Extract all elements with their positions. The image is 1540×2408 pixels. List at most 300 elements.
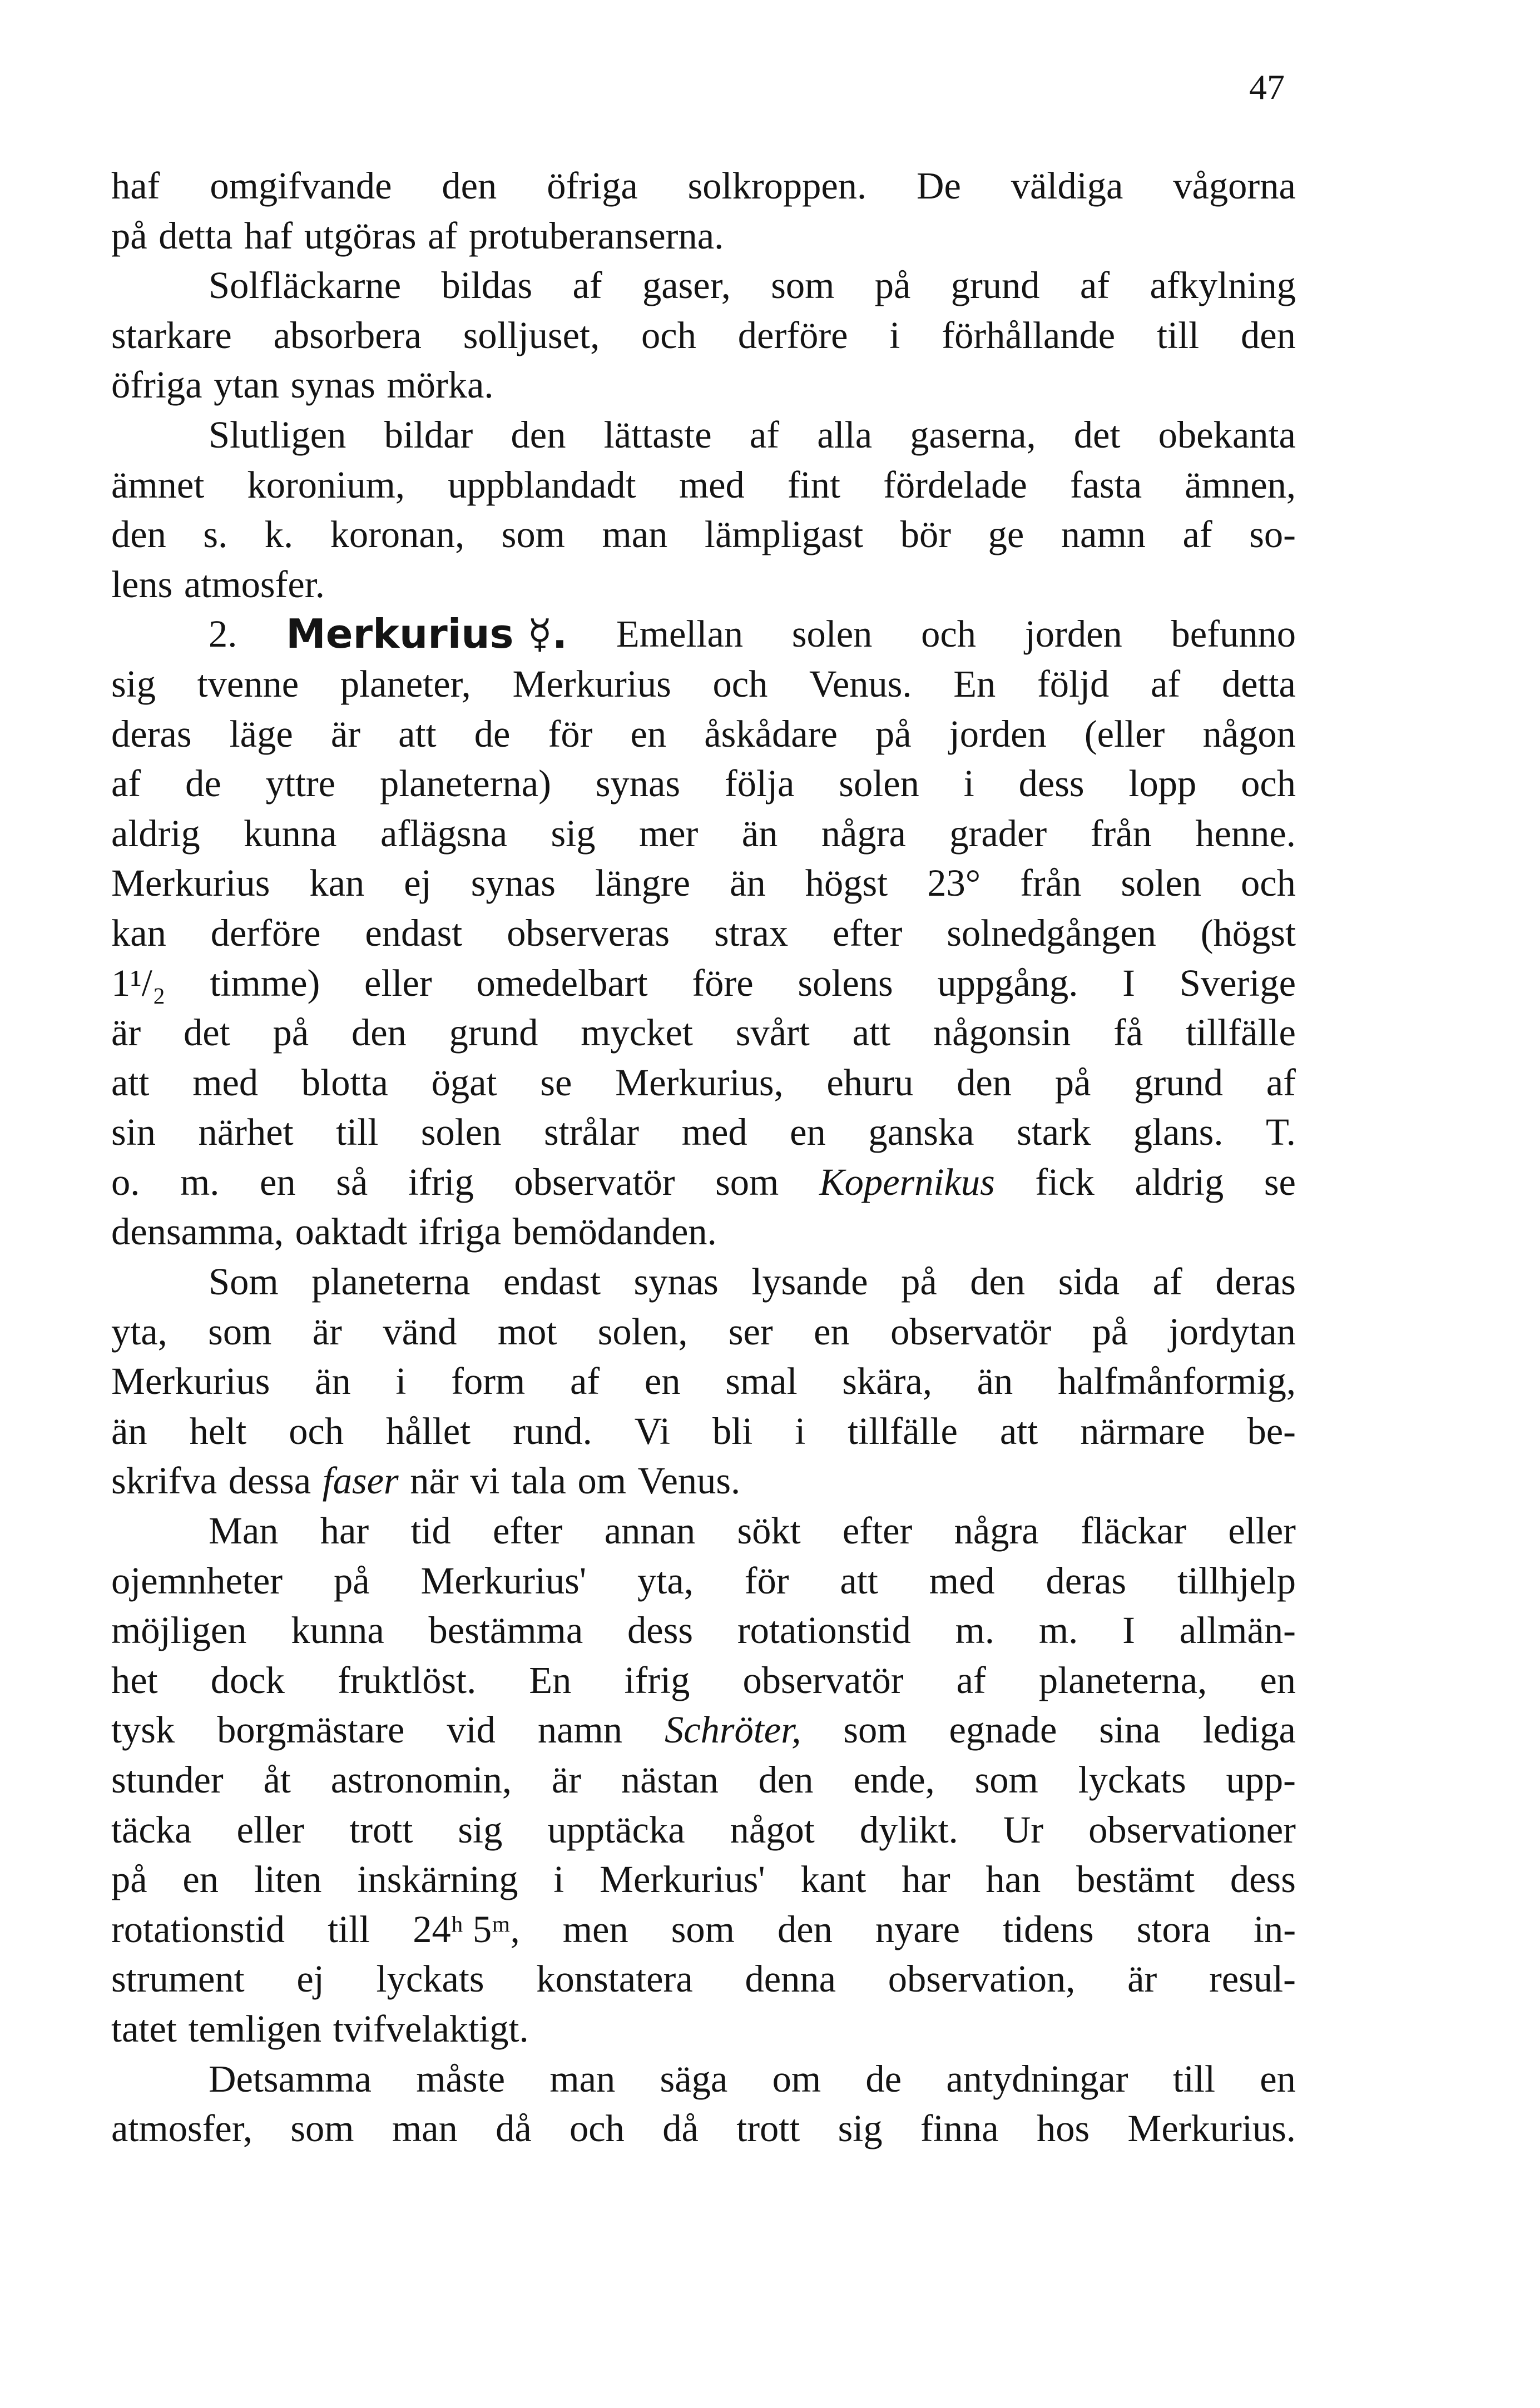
text-line <box>111 1606 1296 1656</box>
word: De <box>917 165 961 207</box>
word: att <box>398 712 437 755</box>
word: ifrig <box>408 1160 474 1203</box>
word: atmosfer. <box>184 563 325 605</box>
word: i <box>553 1858 564 1901</box>
word: deras <box>111 712 192 755</box>
word: sin <box>111 1111 156 1154</box>
word: till <box>1172 2057 1215 2100</box>
text-line <box>111 659 1296 709</box>
word: observatör <box>890 1310 1052 1353</box>
word: protuberanserna. <box>468 214 724 257</box>
word: m. <box>180 1160 220 1203</box>
word: dess <box>627 1609 694 1652</box>
word: planeterna, <box>1038 1659 1207 1701</box>
word: något <box>730 1808 815 1851</box>
word: som <box>771 264 835 307</box>
word: obekanta <box>1158 413 1296 456</box>
word: lämpligast <box>704 513 864 556</box>
word: ge <box>988 513 1024 556</box>
word: aldrig <box>111 812 200 855</box>
word: vänd <box>383 1310 457 1353</box>
word: en <box>182 1858 219 1901</box>
word: upptäcka <box>547 1808 685 1851</box>
word: allmän- <box>1179 1609 1296 1652</box>
word: s. <box>203 513 228 556</box>
word: Emellan <box>616 613 744 656</box>
word: som <box>501 513 565 556</box>
word: några <box>954 1510 1039 1552</box>
word: Merkurius' <box>420 1559 587 1602</box>
word: glans. <box>1133 1111 1224 1154</box>
word: I <box>1122 961 1135 1004</box>
word: af <box>1266 1061 1296 1104</box>
word: koronan, <box>330 513 465 556</box>
word: solljuset, <box>463 314 600 356</box>
word: längre <box>595 862 691 905</box>
word: grader <box>949 812 1047 855</box>
word: få <box>1113 1011 1143 1054</box>
word: säga <box>660 2057 728 2100</box>
word: yttre <box>265 762 336 805</box>
word: ämnen, <box>1185 463 1296 506</box>
word: mer <box>638 812 699 855</box>
word: halfmånformig, <box>1057 1360 1296 1403</box>
word: kunna <box>244 812 337 855</box>
word: af <box>570 1360 600 1403</box>
text-line <box>111 959 1296 1009</box>
word: af <box>1080 264 1110 307</box>
word: lyckats <box>376 1958 484 2000</box>
word: nästan <box>621 1759 719 1801</box>
text-line <box>111 1556 1296 1606</box>
word: mörka. <box>387 364 494 406</box>
word: ganska <box>868 1111 974 1154</box>
word: jordytan <box>1168 1310 1296 1353</box>
word: solkroppen. <box>687 165 867 207</box>
word: in- <box>1253 1908 1296 1950</box>
word: (eller <box>1084 712 1165 755</box>
text-line <box>111 2104 1296 2154</box>
word: med <box>681 1111 747 1154</box>
word: att <box>852 1011 891 1054</box>
word: som <box>671 1908 735 1950</box>
word: observeras <box>507 911 670 954</box>
word: derföre <box>737 314 848 356</box>
word: täcka <box>111 1808 192 1851</box>
text-line <box>111 759 1296 809</box>
word: den <box>970 1260 1026 1303</box>
text-line <box>111 1855 1296 1905</box>
word: solen <box>839 762 919 805</box>
word: solens <box>798 961 893 1004</box>
word: form <box>451 1360 526 1403</box>
word: sina <box>1099 1709 1161 1751</box>
word: af <box>749 413 780 456</box>
word: yta, <box>111 1310 167 1353</box>
word: be- <box>1247 1409 1296 1452</box>
word: han <box>986 1858 1041 1901</box>
word: dessa <box>228 1459 311 1502</box>
word: bemödanden. <box>512 1210 717 1253</box>
word: ifriga <box>418 1210 502 1253</box>
word: och <box>1241 762 1296 805</box>
word: den <box>511 413 566 456</box>
word: bildar <box>384 413 473 456</box>
word: med <box>192 1061 259 1104</box>
text-line <box>111 1307 1296 1357</box>
word: af <box>572 264 602 307</box>
word: haf <box>244 214 293 257</box>
word: Man <box>209 1510 279 1552</box>
word: jorden <box>1024 613 1122 656</box>
word: observationer <box>1088 1808 1296 1851</box>
word: mycket <box>581 1011 693 1054</box>
word: eller <box>364 961 432 1004</box>
word: oaktadt <box>295 1210 408 1253</box>
word: som <box>290 2107 354 2150</box>
text-line <box>111 908 1296 959</box>
word: smal <box>725 1360 798 1403</box>
word: tid <box>410 1510 451 1552</box>
word: Merkurius' <box>600 1858 765 1901</box>
word: är <box>111 1011 141 1054</box>
word: den <box>351 1011 407 1054</box>
word: Vi <box>634 1409 671 1452</box>
word: finna <box>920 2107 999 2150</box>
word: den <box>111 513 166 556</box>
word: Merkurius <box>111 862 270 905</box>
word: och <box>641 314 696 356</box>
word: timme) <box>210 961 320 1004</box>
text-line <box>111 1257 1296 1307</box>
word: fruktlöst. <box>337 1659 477 1701</box>
word: 1¹/₂ <box>111 961 166 1004</box>
word: af <box>111 762 141 805</box>
word: är <box>551 1759 582 1801</box>
word: trott <box>349 1808 413 1851</box>
word: tysk <box>111 1709 175 1751</box>
word: henne. <box>1195 812 1296 855</box>
word: blotta <box>301 1061 388 1104</box>
word: borgmästare <box>217 1709 405 1751</box>
word: att <box>111 1061 150 1104</box>
word: Kopernikus <box>819 1160 995 1203</box>
word: när <box>410 1459 459 1502</box>
word: från <box>1090 812 1152 855</box>
word: i <box>889 314 900 356</box>
word: grund <box>1134 1061 1223 1104</box>
word: absorbera <box>273 314 422 356</box>
word: 24ʰ 5ᵐ, <box>413 1908 520 1950</box>
word: att <box>840 1559 878 1602</box>
word: närmare <box>1080 1409 1205 1452</box>
word: har <box>320 1510 369 1552</box>
word: densamma, <box>111 1210 284 1253</box>
word: förhållande <box>942 314 1116 356</box>
word: en <box>814 1310 850 1353</box>
word: är <box>312 1310 342 1353</box>
word: koronium, <box>247 463 405 506</box>
word: så <box>336 1160 368 1203</box>
word: men <box>562 1908 628 1950</box>
word: se <box>540 1061 572 1104</box>
word: lysande <box>751 1260 868 1303</box>
word: k. <box>264 513 294 556</box>
word: från <box>1020 862 1082 905</box>
word: dess <box>1018 762 1085 805</box>
word: deras <box>1215 1260 1296 1303</box>
word: upp- <box>1226 1759 1296 1801</box>
word: af <box>956 1659 986 1701</box>
word: rotationstid <box>111 1908 285 1950</box>
word: en <box>630 712 667 755</box>
text-line <box>111 1755 1296 1805</box>
word: som <box>843 1709 907 1751</box>
word: som <box>974 1759 1038 1801</box>
word: trott <box>736 2107 800 2150</box>
word: inskärning <box>357 1858 518 1901</box>
word: hållet <box>386 1409 471 1452</box>
word: Slutligen <box>209 413 346 456</box>
text-line <box>111 410 1296 460</box>
word: skära, <box>842 1360 932 1403</box>
word: efter <box>493 1510 563 1552</box>
word: Merkurius. <box>1127 2107 1296 2150</box>
word: tillfälle <box>1186 1011 1296 1054</box>
word: synas <box>595 762 681 805</box>
word: tvifvelaktigt. <box>333 2007 529 2050</box>
word: se <box>1264 1160 1296 1203</box>
word: på <box>875 712 912 755</box>
word: planeter, <box>340 662 471 705</box>
word: en <box>790 1111 826 1154</box>
text-line <box>111 560 1296 610</box>
word: detta <box>159 214 233 257</box>
word: af <box>1182 513 1212 556</box>
word: so- <box>1249 513 1296 556</box>
word: tvenne <box>197 662 299 705</box>
word: haf <box>111 165 160 207</box>
word: fick <box>1035 1160 1095 1203</box>
word: nyare <box>875 1908 960 1950</box>
text-line <box>111 2054 1296 2104</box>
word: solnedgången <box>947 911 1156 954</box>
word: rotationstid <box>737 1609 911 1652</box>
word: på <box>273 1011 309 1054</box>
word: läge <box>229 712 293 755</box>
word: solen, <box>597 1310 688 1353</box>
word: jorden <box>949 712 1047 755</box>
word: är <box>330 712 361 755</box>
word: bli <box>712 1409 753 1452</box>
word: befunno <box>1171 613 1296 656</box>
text-line <box>111 1705 1296 1755</box>
word: temligen <box>188 2007 322 2050</box>
word: sida <box>1058 1260 1120 1303</box>
word: fasta <box>1069 463 1142 506</box>
word: och <box>1240 862 1296 905</box>
word: har <box>902 1858 950 1901</box>
word: på <box>901 1260 937 1303</box>
word: starkare <box>111 314 232 356</box>
word: väldiga <box>1011 165 1123 207</box>
word: den <box>758 1759 814 1801</box>
word: bestämma <box>428 1609 583 1652</box>
text-line <box>111 510 1296 560</box>
word: observation, <box>888 1958 1076 2000</box>
text-line <box>111 460 1296 510</box>
word: skrifva <box>111 1459 217 1502</box>
word: af <box>1152 1260 1182 1303</box>
word: en <box>1260 1659 1296 1701</box>
word: efter <box>832 911 903 954</box>
word: Som <box>209 1260 279 1303</box>
word: den <box>777 1908 833 1950</box>
text-line <box>111 709 1296 759</box>
word: lens <box>111 563 173 605</box>
word: för <box>744 1559 789 1602</box>
word: Solfläckarne <box>209 264 402 307</box>
text-line <box>111 1108 1296 1158</box>
word: svårt <box>735 1011 810 1054</box>
word: på <box>111 214 147 257</box>
text-line <box>111 1805 1296 1855</box>
word: endast <box>503 1260 601 1303</box>
word: på <box>1054 1061 1091 1104</box>
word: och <box>712 662 768 705</box>
word: liten <box>254 1858 322 1901</box>
word: En <box>529 1659 572 1701</box>
word: och <box>570 2107 625 2150</box>
text-line <box>111 1158 1296 1208</box>
text-line <box>111 1207 1296 1257</box>
word: uppblandadt <box>448 463 636 506</box>
word: lopp <box>1128 762 1197 805</box>
word: en <box>259 1160 296 1203</box>
word: yta, <box>637 1559 694 1602</box>
word: planeterna <box>311 1260 471 1303</box>
word: den <box>957 1061 1012 1104</box>
word: Sverige <box>1179 961 1296 1004</box>
word: möjligen <box>111 1609 247 1652</box>
word: (högst <box>1200 911 1296 954</box>
word: än <box>730 862 766 905</box>
text-line <box>111 1656 1296 1706</box>
word: än <box>977 1360 1013 1403</box>
word: högst <box>805 862 888 905</box>
word: bestämt <box>1076 1858 1195 1901</box>
word: utgöras <box>304 214 417 257</box>
section-heading: Merkurius ☿. <box>286 610 568 658</box>
word: hos <box>1036 2107 1090 2150</box>
word: öfriga <box>547 165 638 207</box>
word: grund <box>449 1011 538 1054</box>
word: till <box>336 1111 379 1154</box>
word: som <box>208 1310 272 1353</box>
word: Venus. <box>809 662 912 705</box>
word: omedelbart <box>476 961 648 1004</box>
word: derföre <box>210 911 321 954</box>
text-line <box>111 609 1296 659</box>
word: ehuru <box>826 1061 914 1104</box>
word: kant <box>800 1858 866 1901</box>
word: på <box>333 1559 370 1602</box>
word: I <box>1122 1609 1135 1652</box>
word: lättaste <box>603 413 712 456</box>
word: grund <box>950 264 1040 307</box>
word: planeterna) <box>379 762 551 805</box>
word: gaserna, <box>910 413 1036 456</box>
word: deras <box>1046 1559 1127 1602</box>
word: till <box>1157 314 1200 356</box>
word: astronomin, <box>330 1759 512 1801</box>
word: atmosfer, <box>111 2107 253 2150</box>
word: dock <box>210 1659 285 1701</box>
word: på <box>1092 1310 1128 1353</box>
word: 2. <box>209 613 237 656</box>
text-line <box>111 161 1296 211</box>
word: rund. <box>513 1409 592 1452</box>
word: man <box>602 513 668 556</box>
word: för <box>548 712 593 755</box>
word: ende, <box>853 1759 935 1801</box>
word: ser <box>728 1310 773 1353</box>
word: det <box>184 1011 230 1054</box>
word: sig <box>838 2107 883 2150</box>
word: i <box>963 762 974 805</box>
word: m. <box>1038 1609 1078 1652</box>
word: tatet <box>111 2007 177 2050</box>
word: annan <box>604 1510 696 1552</box>
word: Schröter, <box>664 1709 801 1751</box>
word: strax <box>714 911 789 954</box>
word: den <box>442 165 497 207</box>
word: än <box>315 1360 351 1403</box>
word: alla <box>817 413 873 456</box>
text-line <box>111 360 1296 410</box>
word: het <box>111 1659 158 1701</box>
word: resul- <box>1209 1958 1296 2000</box>
word: afkylning <box>1150 264 1296 307</box>
word: ojemnheter <box>111 1559 283 1602</box>
word: bildas <box>441 264 533 307</box>
word: sökt <box>737 1510 801 1552</box>
text-line <box>111 1357 1296 1407</box>
word: efter <box>842 1510 913 1552</box>
word: åskådare <box>704 712 838 755</box>
word: sig <box>458 1808 503 1851</box>
word: Merkurius, <box>615 1061 784 1104</box>
word: vi <box>470 1459 500 1502</box>
word: T. <box>1266 1111 1296 1154</box>
word: bör <box>900 513 952 556</box>
word: strålar <box>543 1111 640 1154</box>
text-line <box>111 1058 1296 1108</box>
word: kan <box>309 862 365 905</box>
text-line <box>111 1008 1296 1058</box>
word: observatör <box>514 1160 675 1203</box>
word: eller <box>236 1808 305 1851</box>
word: och <box>921 613 977 656</box>
word: tillhjelp <box>1177 1559 1296 1602</box>
word: fint <box>787 463 840 506</box>
word: någon <box>1202 712 1296 755</box>
word: sig <box>551 812 596 855</box>
word: synas <box>633 1260 719 1303</box>
word: ej <box>404 862 432 905</box>
word: lyckats <box>1078 1759 1186 1801</box>
word: synas <box>471 862 556 905</box>
